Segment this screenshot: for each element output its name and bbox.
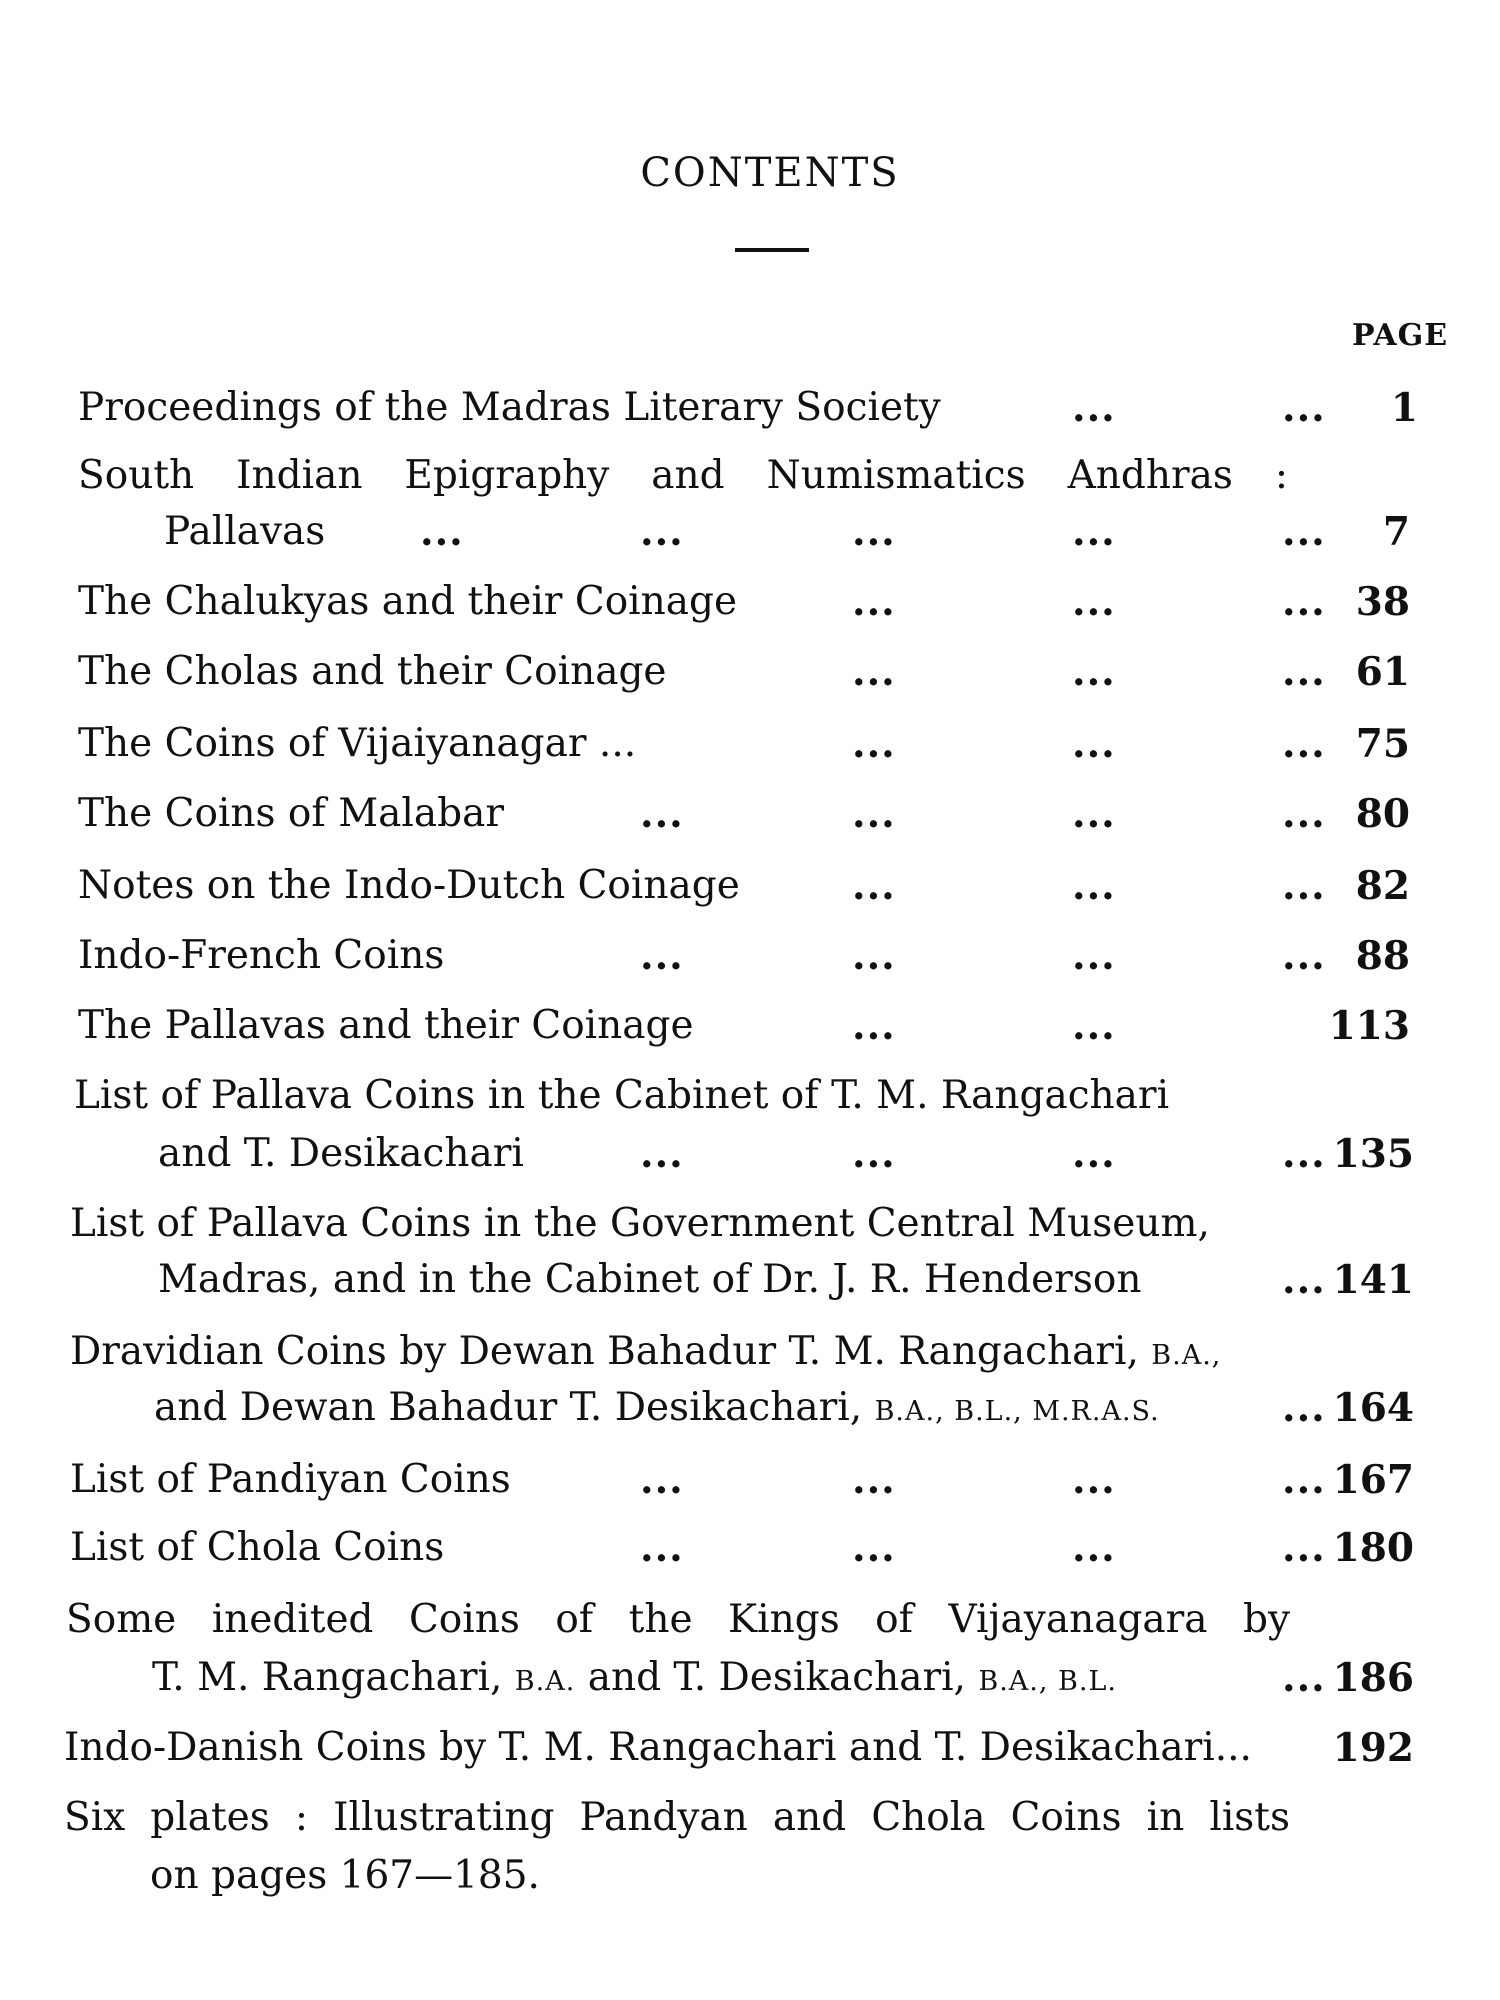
- entry-title: List of Pallava Coins in the Government Central Museum,: [70, 1201, 1210, 1246]
- leader-dots: ...: [1282, 1655, 1326, 1701]
- list-item-continuation: [0, 1846, 1500, 1906]
- leader-dots: ...: [1072, 1457, 1116, 1503]
- leader-dots: ...: [1282, 721, 1326, 767]
- leader-dots: ...: [1282, 509, 1326, 555]
- entry-page: 1: [1390, 385, 1418, 431]
- leader-dots: ...: [1282, 649, 1326, 695]
- list-item: [0, 856, 1500, 916]
- entry-title: Six plates : Illustrating Pandyan and Chola Coins in lists: [64, 1795, 1290, 1840]
- leader-dots: ...: [640, 509, 684, 555]
- list-item: [0, 1450, 1500, 1510]
- degree-abbreviation: B.A.,: [1151, 1340, 1222, 1371]
- list-item: [0, 1194, 1500, 1254]
- entry-title: Indo-Danish Coins by T. M. Rangachari and T. Desikachari...: [64, 1725, 1252, 1770]
- leader-dots: ...: [852, 579, 896, 625]
- leader-dots: ...: [1282, 1131, 1326, 1177]
- entry-title: South Indian Epigraphy and Numismatics Andhras :: [78, 453, 1288, 498]
- entry-title: Dravidian Coins by Dewan Bahadur T. M. Rangachari,: [70, 1329, 1139, 1374]
- entry-page: 186: [1332, 1655, 1414, 1701]
- entry-page: 113: [1328, 1003, 1410, 1049]
- entry-title: Notes on the Indo-Dutch Coinage: [78, 863, 740, 908]
- leader-dots: ...: [1282, 579, 1326, 625]
- leader-dots: ...: [852, 791, 896, 837]
- leader-dots: ...: [1282, 385, 1326, 431]
- entry-title: List of Pandiyan Coins: [70, 1457, 511, 1502]
- list-item: [0, 926, 1500, 986]
- entry-title: Indo-French Coins: [78, 933, 445, 978]
- degree-abbreviation: B.A.: [514, 1666, 576, 1697]
- list-item: [0, 714, 1500, 774]
- degree-abbreviation: B.A., B.L.: [978, 1666, 1117, 1697]
- list-item: [0, 1718, 1500, 1778]
- entry-page: 82: [1355, 863, 1410, 909]
- list-item-continuation: [0, 1250, 1500, 1310]
- leader-dots: ...: [1282, 863, 1326, 909]
- entry-title: List of Chola Coins: [70, 1525, 445, 1570]
- list-item: [0, 784, 1500, 844]
- list-item: [0, 446, 1500, 506]
- entry-title-continuation: Pallavas: [164, 509, 326, 554]
- entry-title: The Pallavas and their Coinage: [78, 1003, 694, 1048]
- list-item: [0, 1066, 1500, 1126]
- entry-page: 180: [1332, 1525, 1414, 1571]
- page-title: CONTENTS: [640, 150, 900, 196]
- leader-dots: ...: [1282, 1385, 1326, 1431]
- leader-dots: ...: [1282, 1457, 1326, 1503]
- entry-title-continuation: and T. Desikachari: [158, 1131, 524, 1176]
- leader-dots: ...: [640, 1525, 684, 1571]
- list-item: [0, 1322, 1500, 1382]
- entry-title-continuation: and Dewan Bahadur T. Desikachari,: [154, 1385, 863, 1430]
- leader-dots: ...: [1072, 791, 1116, 837]
- leader-dots: ...: [852, 1525, 896, 1571]
- list-item: [0, 572, 1500, 632]
- entry-page: 75: [1355, 721, 1410, 767]
- leader-dots: ...: [1072, 863, 1116, 909]
- entry-title-continuation: Madras, and in the Cabinet of Dr. J. R. Henderson: [158, 1257, 1142, 1302]
- leader-dots: ...: [1282, 1525, 1326, 1571]
- list-item: [0, 1590, 1500, 1650]
- leader-dots: ...: [852, 933, 896, 979]
- entry-title: Proceedings of the Madras Literary Society: [78, 385, 941, 430]
- leader-dots: ...: [852, 863, 896, 909]
- leader-dots: ...: [1072, 509, 1116, 555]
- leader-dots: ...: [1072, 1131, 1116, 1177]
- entry-page: 88: [1355, 933, 1410, 979]
- leader-dots: ...: [1282, 791, 1326, 837]
- entry-page: 135: [1332, 1131, 1414, 1177]
- leader-dots: ...: [640, 1457, 684, 1503]
- leader-dots: ...: [1072, 385, 1116, 431]
- leader-dots: ...: [852, 721, 896, 767]
- entry-page: 141: [1332, 1257, 1414, 1303]
- leader-dots: ...: [1072, 1003, 1116, 1049]
- leader-dots: ...: [640, 1131, 684, 1177]
- list-item: [0, 1518, 1500, 1578]
- leader-dots: ...: [1282, 933, 1326, 979]
- entry-title: The Chalukyas and their Coinage: [78, 579, 738, 624]
- leader-dots: ...: [852, 1457, 896, 1503]
- list-item-continuation: [0, 1648, 1500, 1708]
- leader-dots: ...: [1072, 721, 1116, 767]
- entry-page: 192: [1332, 1725, 1414, 1771]
- entry-page: 7: [1382, 509, 1410, 555]
- page-column-label: PAGE: [1352, 318, 1449, 353]
- entry-title: List of Pallava Coins in the Cabinet of T. M. Rangachari: [74, 1073, 1170, 1118]
- list-item: [0, 996, 1500, 1056]
- list-item-continuation: [0, 1378, 1500, 1438]
- entry-title: Some inedited Coins of the Kings of Vijayanagara by: [66, 1597, 1290, 1642]
- leader-dots: ...: [852, 1003, 896, 1049]
- list-item: [0, 642, 1500, 702]
- leader-dots: ...: [640, 791, 684, 837]
- leader-dots: ...: [640, 933, 684, 979]
- entry-page: 61: [1355, 649, 1410, 695]
- entry-page: 167: [1332, 1457, 1414, 1503]
- leader-dots: ...: [1072, 933, 1116, 979]
- list-item-continuation: [0, 502, 1500, 562]
- entry-title-continuation: on pages 167—185.: [150, 1853, 540, 1898]
- entry-page: 38: [1355, 579, 1410, 625]
- list-item: [0, 1788, 1500, 1848]
- list-item-continuation: [0, 1124, 1500, 1184]
- entry-page: 164: [1332, 1385, 1414, 1431]
- list-item: [0, 378, 1500, 438]
- entry-title-continuation: and T. Desikachari,: [587, 1655, 966, 1700]
- leader-dots: ...: [1072, 649, 1116, 695]
- degree-abbreviation: B.A., B.L., M.R.A.S.: [874, 1396, 1160, 1427]
- leader-dots: ...: [852, 649, 896, 695]
- leader-dots: ...: [420, 509, 464, 555]
- entry-page: 80: [1355, 791, 1410, 837]
- leader-dots: ...: [852, 1131, 896, 1177]
- entry-title-continuation: T. M. Rangachari,: [152, 1655, 503, 1700]
- entry-title: The Coins of Malabar: [78, 791, 505, 836]
- leader-dots: ...: [1072, 579, 1116, 625]
- entry-title: The Cholas and their Coinage: [78, 649, 667, 694]
- leader-dots: ...: [1072, 1525, 1116, 1571]
- leader-dots: ...: [852, 509, 896, 555]
- leader-dots: ...: [1282, 1257, 1326, 1303]
- entry-title: The Coins of Vijaiyanagar ...: [78, 721, 637, 766]
